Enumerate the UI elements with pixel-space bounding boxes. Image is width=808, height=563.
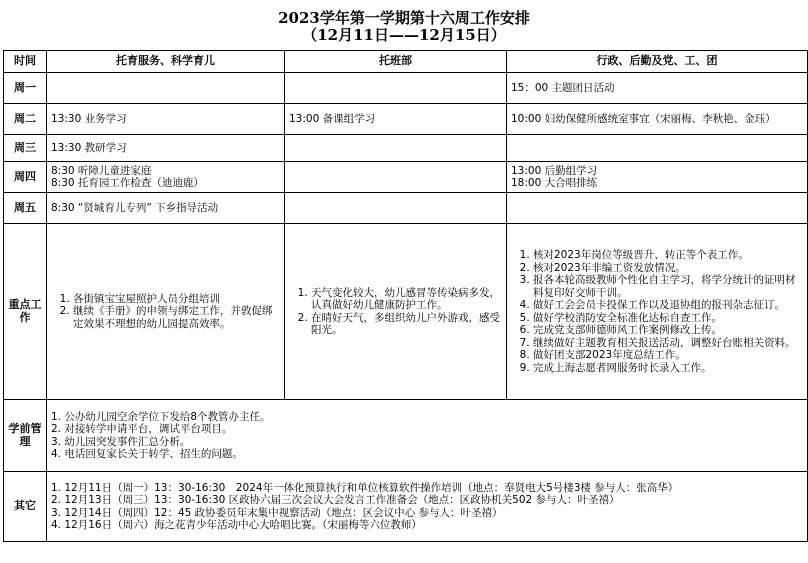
table-row-other: [4, 472, 808, 542]
table-row-fri: [4, 193, 808, 224]
schedule-entry: 10:00 妇幼保健所感统室事宜（宋丽梅、李秋艳、金珏）: [511, 112, 776, 125]
list-item: 8. 做好团支部2023年度总结工作。: [533, 349, 803, 362]
list-item: 2. 核对2023年非编工资发放情况。: [533, 262, 803, 275]
table-row-tue: [4, 104, 808, 135]
day-label: 周五: [4, 193, 47, 224]
cell-nursery: [285, 162, 507, 193]
list-item: 9. 完成上海志愿者网服务时长录入工作。: [533, 362, 803, 375]
list-item: 2. 继续《手册》的申领与绑定工作，并敦促绑定效果不理想的幼儿园提高效率。: [73, 305, 280, 330]
cell-admin: [507, 73, 808, 104]
table-row-thu: [4, 162, 808, 193]
schedule-entry: 13:30 业务学习: [51, 112, 127, 125]
list-item: 6. 完成党支部师德师风工作案例修改上传。: [533, 324, 803, 337]
cell-nursery: [285, 193, 507, 224]
date-range: （12月11日——12月15日）: [302, 26, 506, 44]
list-item: 3. 12月14日（周四）12：45 政协委员年末集中视察活动（地点：区会议中心 参与人：叶圣禧）: [51, 506, 503, 519]
cell-childcare: [47, 135, 285, 162]
schedule-entry: 13:00 备课组学习: [289, 112, 376, 125]
column-header-time: 时间: [4, 51, 47, 73]
list-item: 4. 做好工会会员卡投保工作以及退协组的报刊杂志征订。: [533, 299, 803, 312]
page-title: 2023学年第一学期第十六周工作安排: [278, 9, 530, 27]
cell-admin: [507, 224, 808, 400]
cell-childcare: [47, 162, 285, 193]
cell-admin: [507, 135, 808, 162]
cell-nursery: [285, 73, 507, 104]
focus-list-admin: [511, 249, 803, 374]
list-item: 1. 公办幼儿园空余学位下发给8个教管办主任。: [51, 410, 271, 423]
day-label: 周三: [4, 135, 47, 162]
schedule-entry: 8:30 听障儿童进家庭: [51, 164, 152, 177]
cell-childcare: [47, 224, 285, 400]
day-label: 周一: [4, 73, 47, 104]
table-row-mon: [4, 73, 808, 104]
column-header-childcare: 托育服务、科学育儿: [47, 51, 285, 73]
list-item: 2. 在晴好天气，多组织幼儿户外游戏，感受阳光。: [311, 312, 502, 337]
list-item: 1. 核对2023年岗位等级晋升、转正等个表工作。: [533, 249, 803, 262]
cell-nursery: [285, 104, 507, 135]
other-list: [51, 482, 803, 532]
schedule-entry: 13:30 教研学习: [51, 141, 127, 154]
table-header-row: [4, 51, 808, 73]
list-item: 1. 各街镇宝宝屋照护人员分组培训: [73, 293, 280, 306]
cell-nursery: [285, 135, 507, 162]
table-row-wed: [4, 135, 808, 162]
column-header-nursery: 托班部: [285, 51, 507, 73]
schedule-entry: 18:00 大合唱排练: [511, 177, 598, 189]
day-label: 周二: [4, 104, 47, 135]
list-item: 3. 报各本轮高级教师个性化自主学习，将学分统计的证明材料复印好交师干训。: [533, 274, 803, 299]
row-label-focus: 重点工作: [4, 224, 47, 400]
cell-admin: [507, 162, 808, 193]
schedule-table: [3, 50, 808, 542]
cell-admin: [507, 104, 808, 135]
list-item: 2. 12月13日（周三）13：30-16:30 区政协六届三次会议大会发言工作准备会（地点：区政协机关502 参与人：叶圣禧）: [51, 494, 620, 506]
schedule-entry: 15：00 主题团日活动: [511, 81, 615, 94]
cell-childcare: [47, 193, 285, 224]
list-item: 1. 天气变化较大，幼儿感冒等传染病多发，认真做好幼儿健康防护工作。: [311, 287, 502, 312]
cell-admin: [507, 193, 808, 224]
column-header-admin: 行政、后勤及党、工、团: [507, 51, 808, 73]
schedule-entry: 13:00 后勤组学习: [511, 164, 598, 177]
list-item: 4. 12月16日（周六）海之花青少年活动中心大哈唱比赛。（宋丽梅等六位教师）: [51, 519, 422, 531]
schedule-entry: 8:30 “贤城育儿专列” 下乡指导活动: [51, 201, 219, 214]
list-item: 7. 继续做好主题教育相关报送活动，调整好台账相关资料。: [533, 337, 803, 350]
cell-childcare: [47, 73, 285, 104]
list-item: 5. 做好学校消防安全标准化达标自查工作。: [533, 312, 803, 325]
row-label-other: 其它: [4, 472, 47, 542]
table-row-management: [4, 400, 808, 472]
focus-list-nursery: [289, 287, 502, 337]
focus-list-childcare: [51, 293, 280, 331]
cell-management: [47, 400, 808, 472]
table-row-focus: [4, 224, 808, 400]
list-item: 2. 对接转学申请平台，调试平台项目。: [51, 423, 233, 435]
row-label-management: 学前管理: [4, 400, 47, 472]
list-item: 4. 电话回复家长关于转学、招生的问题。: [51, 448, 243, 460]
cell-childcare: [47, 104, 285, 135]
cell-other: [47, 472, 808, 542]
list-item: 3. 幼儿园突发事件汇总分析。: [51, 435, 191, 448]
list-item: 1. 12月11日（周一）13：30-16:30 2024年一体化预算执行和单位核算软件操作培训（地点：奉贤电大5号楼3楼 参与人：张高华）: [51, 481, 679, 494]
schedule-entry: 8:30 托育园工作检查（迪迪鹿）: [51, 177, 204, 189]
day-label: 周四: [4, 162, 47, 193]
management-list: [51, 411, 803, 461]
cell-nursery: [285, 224, 507, 400]
